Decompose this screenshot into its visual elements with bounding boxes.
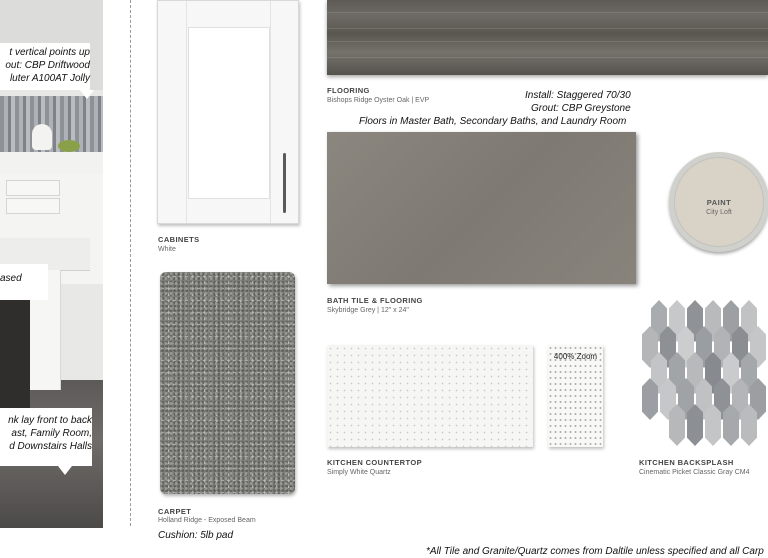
flooring-sub: Bishops Ridge Oyster Oak | EVP (327, 97, 430, 104)
flooring-install: Install: Staggered 70/30 (525, 90, 631, 101)
paint-label: PAINT (706, 198, 732, 207)
cabinets-label: CABINETS (158, 235, 200, 244)
callout-line: nk lay front to back (8, 415, 92, 426)
wood-grain (327, 28, 768, 29)
bath-tile-swatch (327, 132, 636, 284)
cabinet-panel (188, 27, 270, 199)
wood-grain (327, 41, 768, 42)
photo-counter (0, 152, 103, 176)
callout-bottom (0, 408, 92, 466)
countertop-sub: Simply White Quartz (327, 469, 391, 476)
zoom-label: 400% Zoom (553, 352, 598, 361)
backsplash-swatch (639, 300, 768, 450)
hex-tile (741, 404, 757, 446)
wood-grain (327, 12, 768, 13)
callout-tail (58, 466, 72, 475)
paint-sub: City Loft (706, 209, 732, 216)
cabinet-handle (283, 153, 286, 213)
callout-line: ast, Family Room, (11, 428, 92, 439)
cabinet-rail (270, 1, 271, 223)
bath-tile-sub: Skybridge Grey | 12" x 24" (327, 307, 409, 314)
cabinet-rail (186, 1, 187, 223)
bath-tile-label: BATH TILE & FLOORING (327, 296, 423, 305)
flooring-label: FLOORING (327, 86, 370, 95)
backsplash-label: KITCHEN BACKSPLASH (639, 458, 734, 467)
callout-line: out: CBP Driftwood (5, 60, 90, 71)
hex-tile (642, 378, 658, 420)
photo-shadow (0, 300, 30, 410)
carpet-label: CARPET (158, 507, 192, 516)
callout-top (0, 43, 90, 90)
drawer (6, 198, 60, 214)
hex-tile (669, 404, 685, 446)
drawer (6, 180, 60, 196)
backsplash-sub: Cinematic Picket Classic Gray CM4 (639, 469, 750, 476)
kitchen-photo (0, 0, 103, 528)
callout-line: d Downstairs Halls (9, 441, 92, 452)
callout-line: luter A100AT Jolly (9, 73, 90, 84)
carpet-sub: Holland Ridge - Exposed Beam (158, 517, 256, 524)
vase (32, 124, 52, 150)
cabinets-sub: White (158, 246, 176, 253)
callout-line: t vertical points up (9, 47, 90, 58)
callout-line: ased (0, 273, 22, 284)
hex-tile (687, 404, 703, 446)
carpet-note: Cushion: 5lb pad (158, 530, 234, 541)
flooring-plank (327, 0, 768, 75)
callout-middle (0, 264, 48, 300)
flooring-rooms: Floors in Master Bath, Secondary Baths, and Laundry Room (359, 116, 627, 127)
cabinet-sample (157, 0, 299, 224)
countertop-swatch (327, 345, 533, 447)
plant (58, 140, 80, 152)
footnote: *All Tile and Granite/Quartz comes from Daltile unless specified and all Carp (426, 546, 764, 557)
callout-tail (80, 90, 94, 99)
dashed-divider (130, 0, 131, 526)
hex-tile (723, 404, 739, 446)
hex-tile (705, 404, 721, 446)
wood-grain (327, 57, 768, 58)
carpet-swatch (160, 272, 295, 494)
flooring-grout: Grout: CBP Greystone (531, 103, 631, 114)
countertop-label: KITCHEN COUNTERTOP (327, 458, 422, 467)
